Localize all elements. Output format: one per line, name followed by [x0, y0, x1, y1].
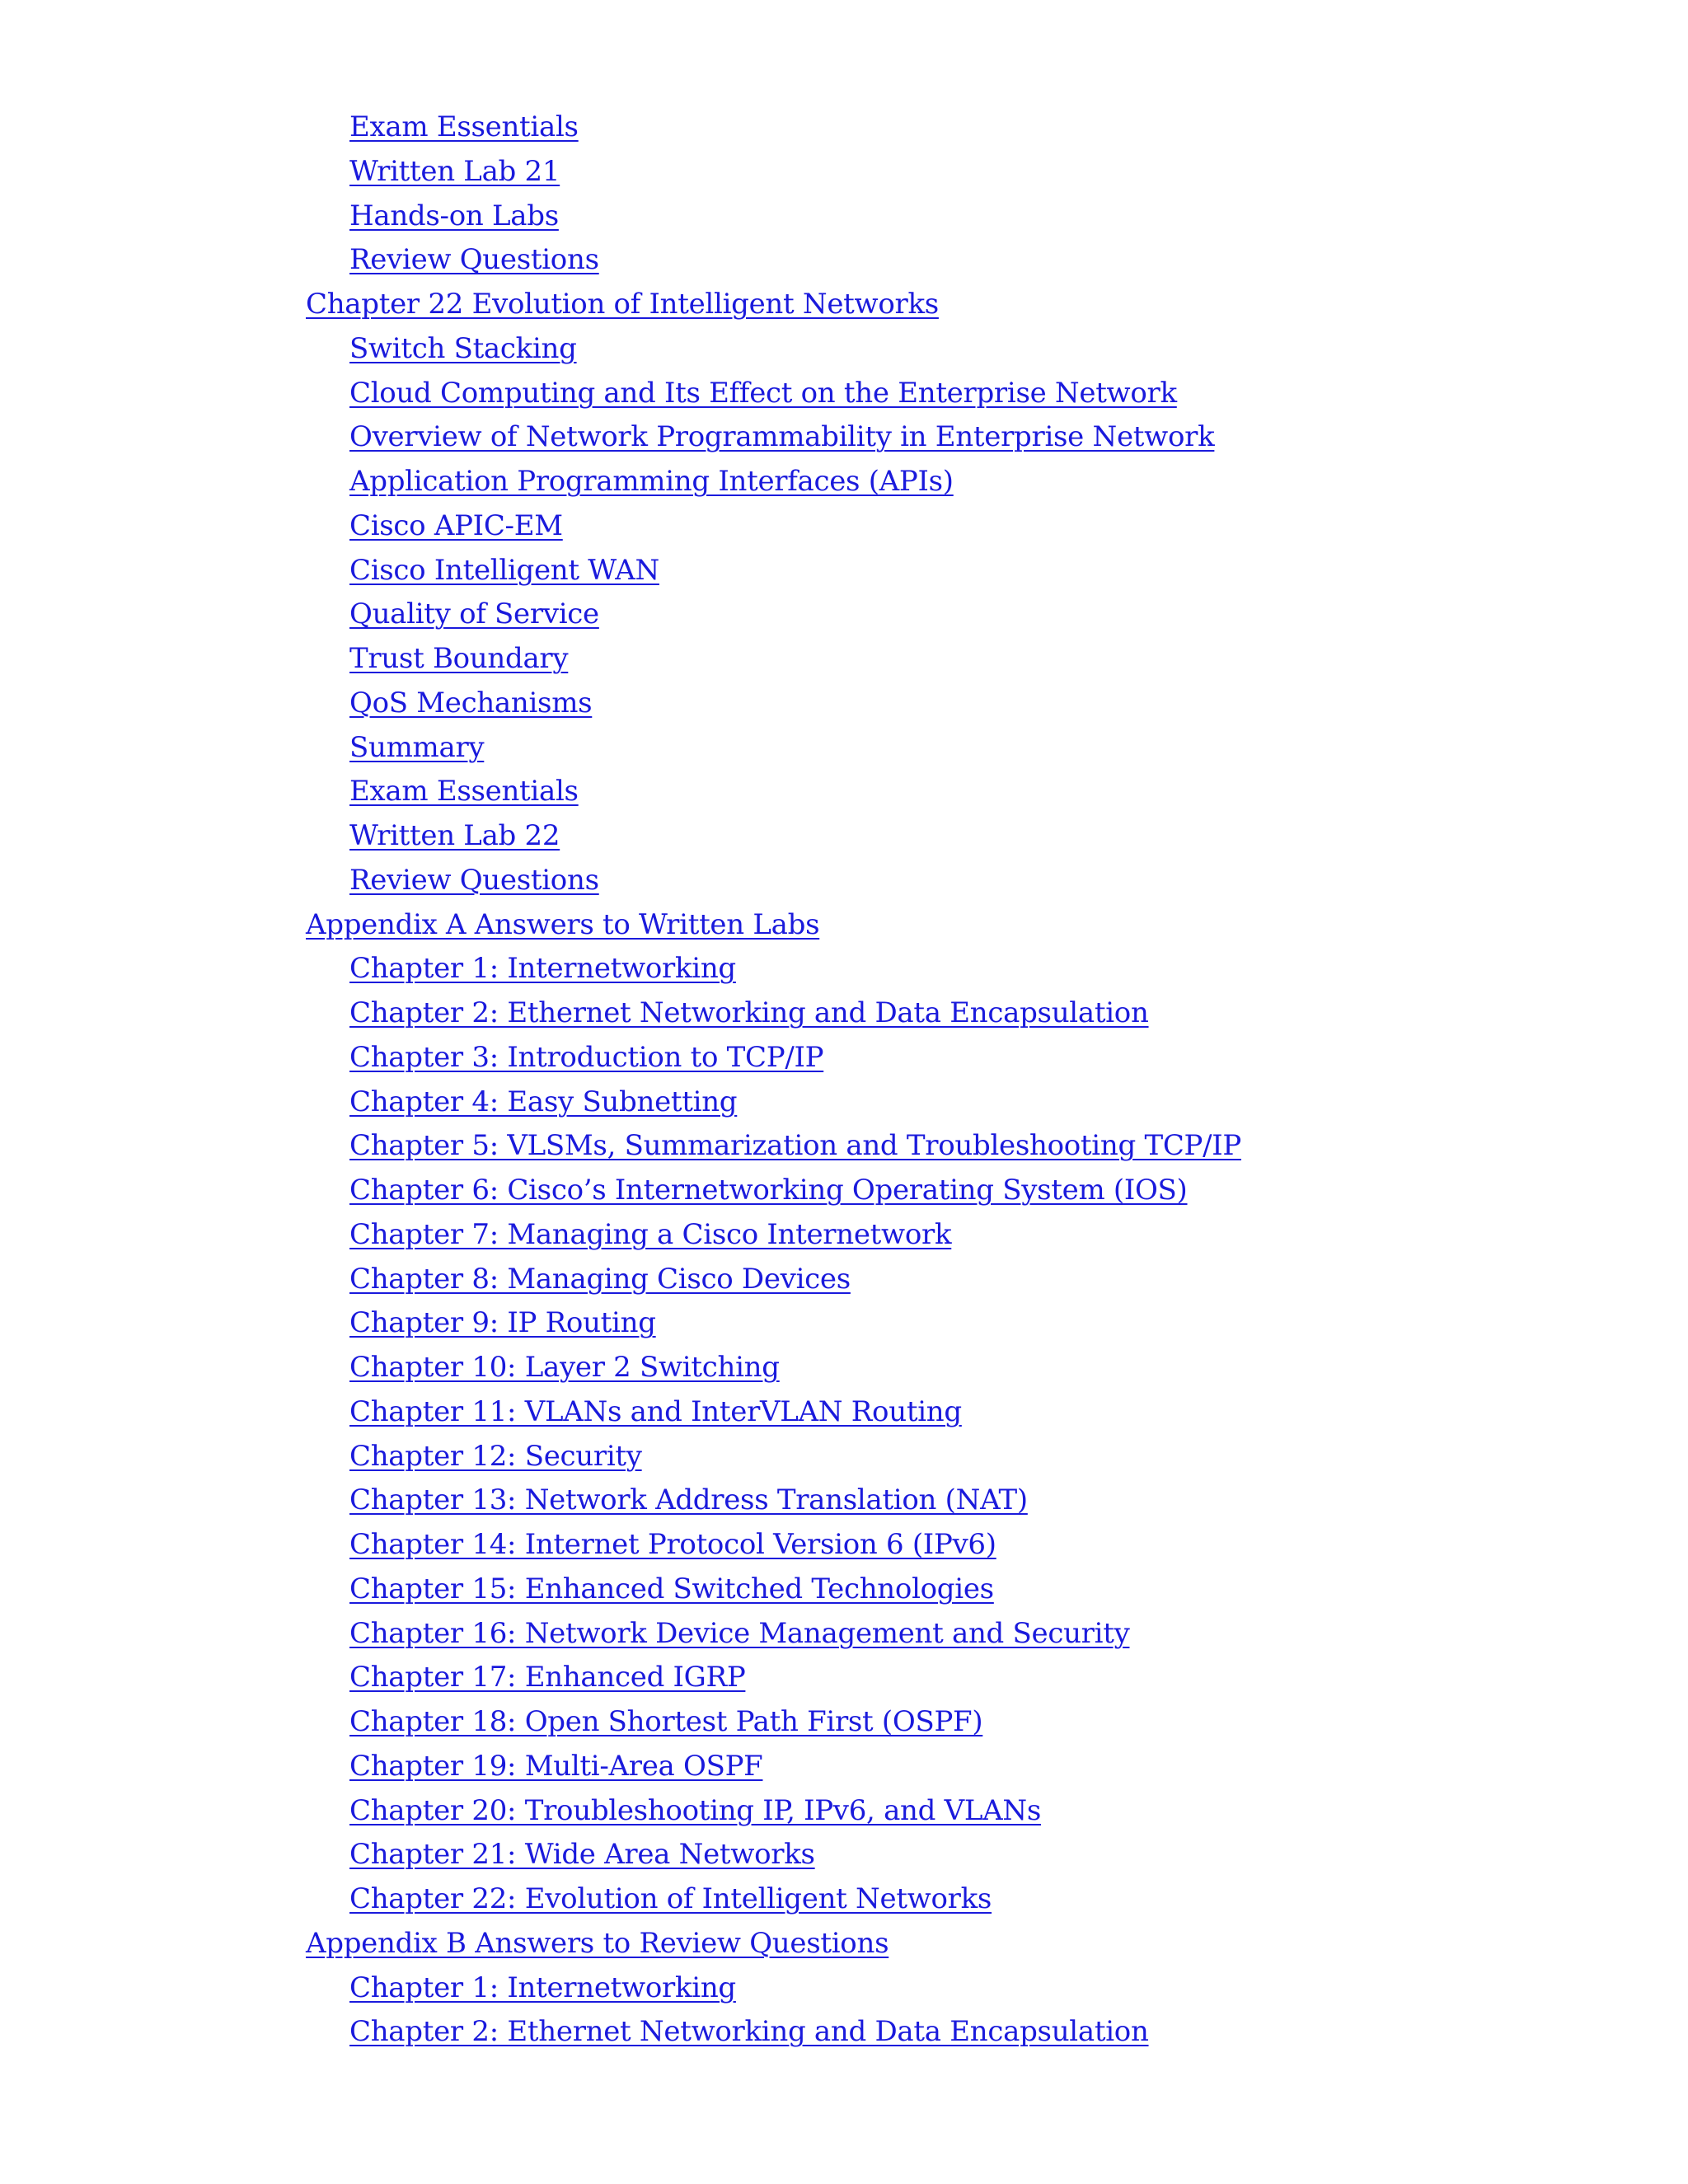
toc-subsection-entry	[0, 1612, 1688, 1657]
toc-subsection-link[interactable]: Chapter 15: Enhanced Switched Technologies	[349, 1572, 994, 1605]
toc-subsection-entry	[0, 549, 1688, 593]
toc-subsection-entry	[0, 1169, 1688, 1213]
toc-subsection-entry	[0, 770, 1688, 814]
toc-subsection-entry	[0, 1700, 1688, 1745]
toc-subsection-link[interactable]: Chapter 5: VLSMs, Summarization and Troubleshooting TCP/IP	[349, 1129, 1241, 1163]
toc-subsection-entry	[0, 637, 1688, 682]
toc-subsection-entry	[0, 194, 1688, 239]
toc-subsection-entry	[0, 504, 1688, 549]
toc-section-link[interactable]: Chapter 22 Evolution of Intelligent Networks	[306, 288, 939, 321]
table-of-contents	[0, 105, 1688, 2055]
toc-subsection-entry	[0, 682, 1688, 726]
toc-subsection-link[interactable]: Summary	[349, 730, 485, 764]
toc-subsection-entry	[0, 814, 1688, 859]
toc-subsection-link[interactable]: Application Programming Interfaces (APIs)	[349, 465, 954, 498]
toc-subsection-link[interactable]: Hands-on Labs	[349, 199, 559, 232]
toc-subsection-entry	[0, 460, 1688, 504]
toc-subsection-entry	[0, 947, 1688, 991]
toc-subsection-link[interactable]: Exam Essentials	[349, 775, 579, 808]
toc-subsection-link[interactable]: Switch Stacking	[349, 331, 577, 365]
toc-subsection-entry	[0, 1745, 1688, 1789]
toc-subsection-entry	[0, 859, 1688, 903]
toc-subsection-link[interactable]: Cisco APIC-EM	[349, 509, 563, 542]
toc-subsection-link[interactable]: Chapter 6: Cisco’s Internetworking Operating System (IOS)	[349, 1174, 1188, 1207]
toc-subsection-entry	[0, 1435, 1688, 1479]
toc-subsection-link[interactable]: Chapter 19: Multi-Area OSPF	[349, 1749, 763, 1783]
toc-subsection-entry	[0, 1966, 1688, 2011]
toc-subsection-link[interactable]: Chapter 13: Network Address Translation (NAT)	[349, 1483, 1028, 1517]
toc-subsection-entry	[0, 1301, 1688, 1346]
toc-subsection-link[interactable]: Chapter 16: Network Device Management and Security	[349, 1616, 1130, 1650]
toc-subsection-link[interactable]: Chapter 2: Ethernet Networking and Data Encapsulation	[349, 2015, 1149, 2049]
toc-section-link[interactable]: Appendix A Answers to Written Labs	[306, 907, 820, 941]
toc-subsection-entry	[0, 1390, 1688, 1435]
toc-subsection-link[interactable]: Chapter 7: Managing a Cisco Internetwork	[349, 1217, 952, 1251]
toc-subsection-entry	[0, 1346, 1688, 1390]
toc-subsection-link[interactable]: Chapter 18: Open Shortest Path First (OSPF)	[349, 1705, 983, 1738]
toc-subsection-link[interactable]: Exam Essentials	[349, 110, 579, 143]
toc-subsection-link[interactable]: Review Questions	[349, 243, 599, 277]
toc-subsection-entry	[0, 1568, 1688, 1612]
toc-subsection-entry	[0, 1833, 1688, 1877]
toc-subsection-entry	[0, 1213, 1688, 1258]
toc-subsection-link[interactable]: Chapter 11: VLANs and InterVLAN Routing	[349, 1394, 962, 1428]
toc-subsection-link[interactable]: Chapter 1: Internetworking	[349, 1971, 736, 2004]
toc-subsection-link[interactable]: Chapter 9: IP Routing	[349, 1306, 656, 1340]
toc-subsection-link[interactable]: Chapter 4: Easy Subnetting	[349, 1085, 738, 1118]
toc-subsection-entry	[0, 372, 1688, 416]
toc-subsection-link[interactable]: Review Questions	[349, 863, 599, 897]
toc-subsection-entry	[0, 150, 1688, 194]
toc-section-entry	[0, 903, 1688, 948]
toc-subsection-entry	[0, 105, 1688, 150]
toc-subsection-entry	[0, 593, 1688, 637]
toc-subsection-entry	[0, 2010, 1688, 2055]
toc-subsection-link[interactable]: QoS Mechanisms	[349, 686, 593, 719]
toc-subsection-link[interactable]: Overview of Network Programmability in Enterprise Network	[349, 420, 1215, 454]
toc-subsection-entry	[0, 415, 1688, 460]
toc-subsection-entry	[0, 327, 1688, 372]
toc-subsection-link[interactable]: Cloud Computing and Its Effect on the Enterprise Network	[349, 376, 1177, 410]
toc-subsection-entry	[0, 1258, 1688, 1302]
toc-subsection-link[interactable]: Chapter 20: Troubleshooting IP, IPv6, and VLANs	[349, 1793, 1041, 1827]
toc-subsection-entry	[0, 991, 1688, 1036]
toc-subsection-link[interactable]: Chapter 3: Introduction to TCP/IP	[349, 1040, 824, 1074]
toc-subsection-entry	[0, 1656, 1688, 1700]
toc-subsection-link[interactable]: Chapter 2: Ethernet Networking and Data Encapsulation	[349, 996, 1149, 1029]
toc-subsection-entry	[0, 1124, 1688, 1169]
toc-section-entry	[0, 1922, 1688, 1966]
toc-subsection-link[interactable]: Chapter 22: Evolution of Intelligent Networks	[349, 1882, 992, 1915]
toc-subsection-link[interactable]: Chapter 8: Managing Cisco Devices	[349, 1262, 851, 1296]
toc-subsection-link[interactable]: Quality of Service	[349, 598, 599, 631]
toc-subsection-entry	[0, 1789, 1688, 1834]
toc-subsection-entry	[0, 238, 1688, 283]
toc-subsection-entry	[0, 1523, 1688, 1568]
toc-subsection-link[interactable]: Chapter 10: Layer 2 Switching	[349, 1351, 780, 1384]
toc-subsection-entry	[0, 1479, 1688, 1523]
toc-subsection-link[interactable]: Cisco Intelligent WAN	[349, 553, 659, 587]
toc-section-entry	[0, 283, 1688, 327]
toc-subsection-entry	[0, 726, 1688, 771]
toc-subsection-link[interactable]: Chapter 1: Internetworking	[349, 952, 736, 986]
toc-subsection-link[interactable]: Chapter 14: Internet Protocol Version 6 (IPv6)	[349, 1528, 996, 1561]
toc-subsection-entry	[0, 1036, 1688, 1080]
toc-section-link[interactable]: Appendix B Answers to Review Questions	[306, 1926, 889, 1960]
toc-subsection-link[interactable]: Written Lab 22	[349, 819, 560, 852]
toc-subsection-entry	[0, 1080, 1688, 1125]
toc-subsection-link[interactable]: Trust Boundary	[349, 642, 569, 675]
toc-subsection-link[interactable]: Chapter 12: Security	[349, 1439, 642, 1473]
toc-subsection-entry	[0, 1877, 1688, 1922]
toc-subsection-link[interactable]: Written Lab 21	[349, 154, 560, 188]
toc-subsection-link[interactable]: Chapter 17: Enhanced IGRP	[349, 1661, 746, 1694]
toc-subsection-link[interactable]: Chapter 21: Wide Area Networks	[349, 1838, 815, 1872]
